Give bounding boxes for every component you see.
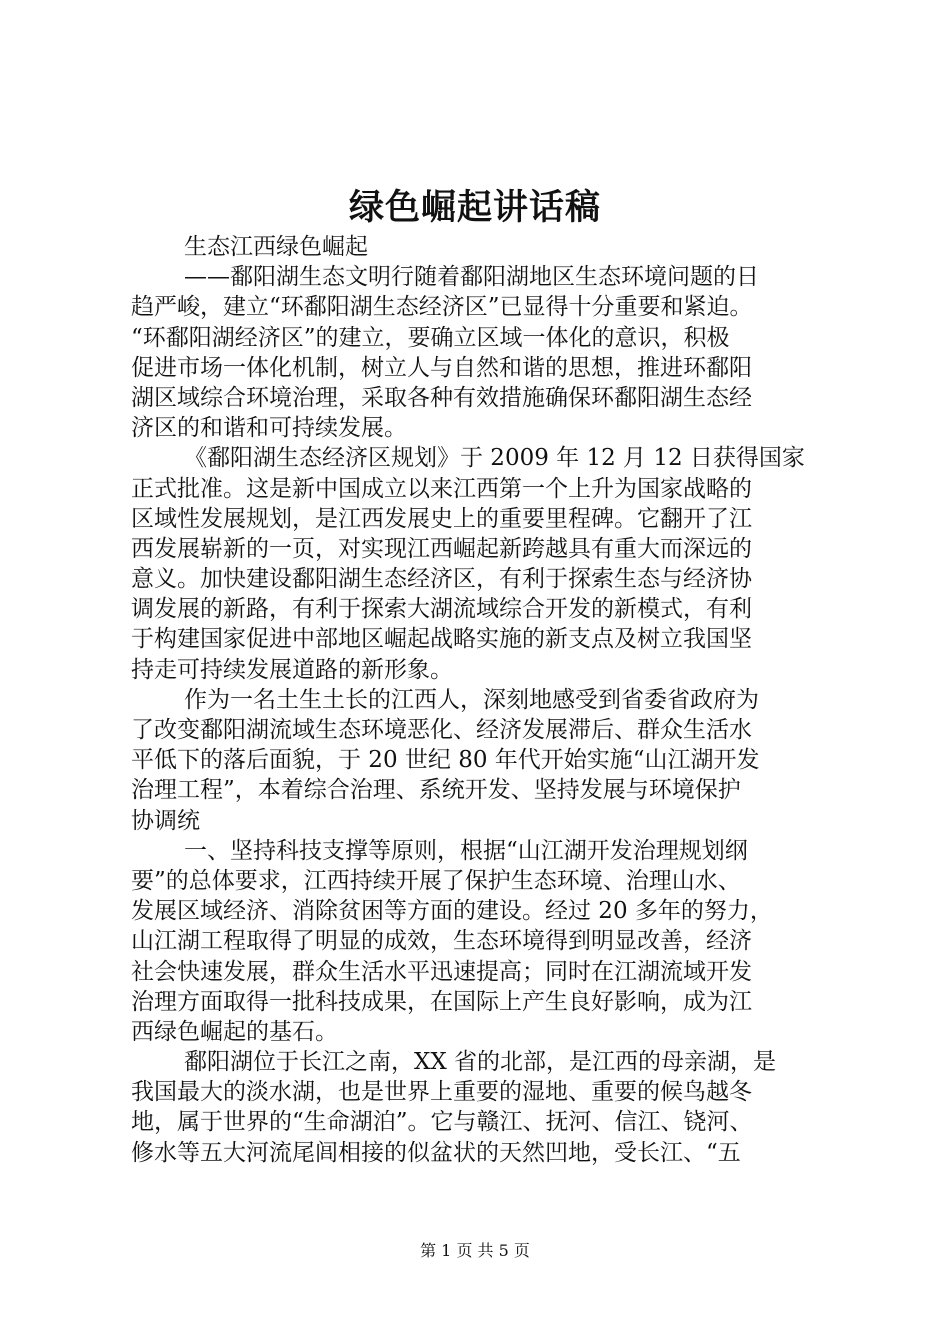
text-line: 湖区域综合环境治理，采取各种有效措施确保环鄱阳湖生态经 [131, 384, 752, 411]
text-line: 调发展的新路，有利于探索大湖流域综合开发的新模式，有利 [131, 596, 752, 623]
text-line: 治理方面取得一批科技成果，在国际上产生良好影响，成为江 [131, 988, 752, 1015]
text-line: 持走可持续发展道路的新形象。 [131, 656, 453, 683]
text-line: 发展区域经济、消除贫困等方面的建设。经过 20 多年的努力， [131, 898, 773, 925]
text-line: 于构建国家促进中部地区崛起战略实施的新支点及树立我国坚 [131, 626, 752, 653]
text-line: “环鄱阳湖经济区”的建立，要确立区域一体化的意识，积极 [131, 324, 730, 351]
document-body [131, 232, 837, 1168]
text-line: 山江湖工程取得了明显的成效，生态环境得到明显改善，经济 [131, 928, 752, 955]
text-line: 趋严峻，建立“环鄱阳湖生态经济区”已显得十分重要和紧迫。 [131, 294, 753, 321]
document-title: 绿色崛起讲话稿 [348, 187, 601, 228]
text-line: 作为一名土生土长的江西人，深刻地感受到省委省政府为 [184, 686, 759, 713]
text-line: 《鄱阳湖生态经济区规划》于 2009 年 12 月 12 日获得国家 [184, 445, 805, 472]
text-line: 促进市场一体化机制，树立人与自然和谐的思想，推进环鄱阳 [131, 354, 752, 381]
text-line: 西绿色崛起的基石。 [131, 1018, 338, 1045]
text-line: 要”的总体要求，江西持续开展了保护生态环境、治理山水、 [131, 867, 741, 894]
text-line: 一、坚持科技支撑等原则，根据“山江湖开发治理规划纲 [184, 837, 748, 864]
text-line: 生态江西绿色崛起 [184, 234, 368, 260]
text-line: 治理工程”，本着综合治理、系统开发、坚持发展与环境保护 [131, 777, 741, 804]
text-line: 西发展崭新的一页，对实现江西崛起新跨越具有重大而深远的 [131, 535, 752, 562]
text-line: 地，属于世界的“生命湖泊”。它与赣江、抚河、信江、铙河、 [131, 1109, 753, 1136]
text-line: 了改变鄱阳湖流域生态环境恶化、经济发展滞后、群众生活水 [131, 717, 752, 743]
text-line: 我国最大的淡水湖，也是世界上重要的湿地、重要的候鸟越冬 [131, 1079, 752, 1106]
text-line: 济区的和谐和可持续发展。 [131, 415, 407, 442]
text-line: 区域性发展规划，是江西发展史上的重要里程碑。它翻开了江 [131, 505, 752, 532]
page-footer: 第 1 页 共 5 页 [420, 1241, 530, 1260]
text-line: 平低下的落后面貌，于 20 世纪 80 年代开始实施“山江湖开发 [131, 747, 760, 774]
text-line: 鄱阳湖位于长江之南，XX 省的北部，是江西的母亲湖，是 [184, 1049, 777, 1076]
text-line: 协调统 [131, 807, 200, 834]
text-line: 意义。加快建设鄱阳湖生态经济区，有利于探索生态与经济协 [131, 566, 752, 593]
text-line: 修水等五大河流尾闾相接的似盆状的天然凹地，受长江、“五 [131, 1139, 741, 1166]
text-line: ——鄱阳湖生态文明行随着鄱阳湖地区生态环境问题的日 [184, 264, 759, 291]
text-line: 社会快速发展，群众生活水平迅速提高；同时在江湖流域开发 [131, 958, 752, 985]
text-line: 正式批准。这是新中国成立以来江西第一个上升为国家战略的 [131, 475, 752, 502]
